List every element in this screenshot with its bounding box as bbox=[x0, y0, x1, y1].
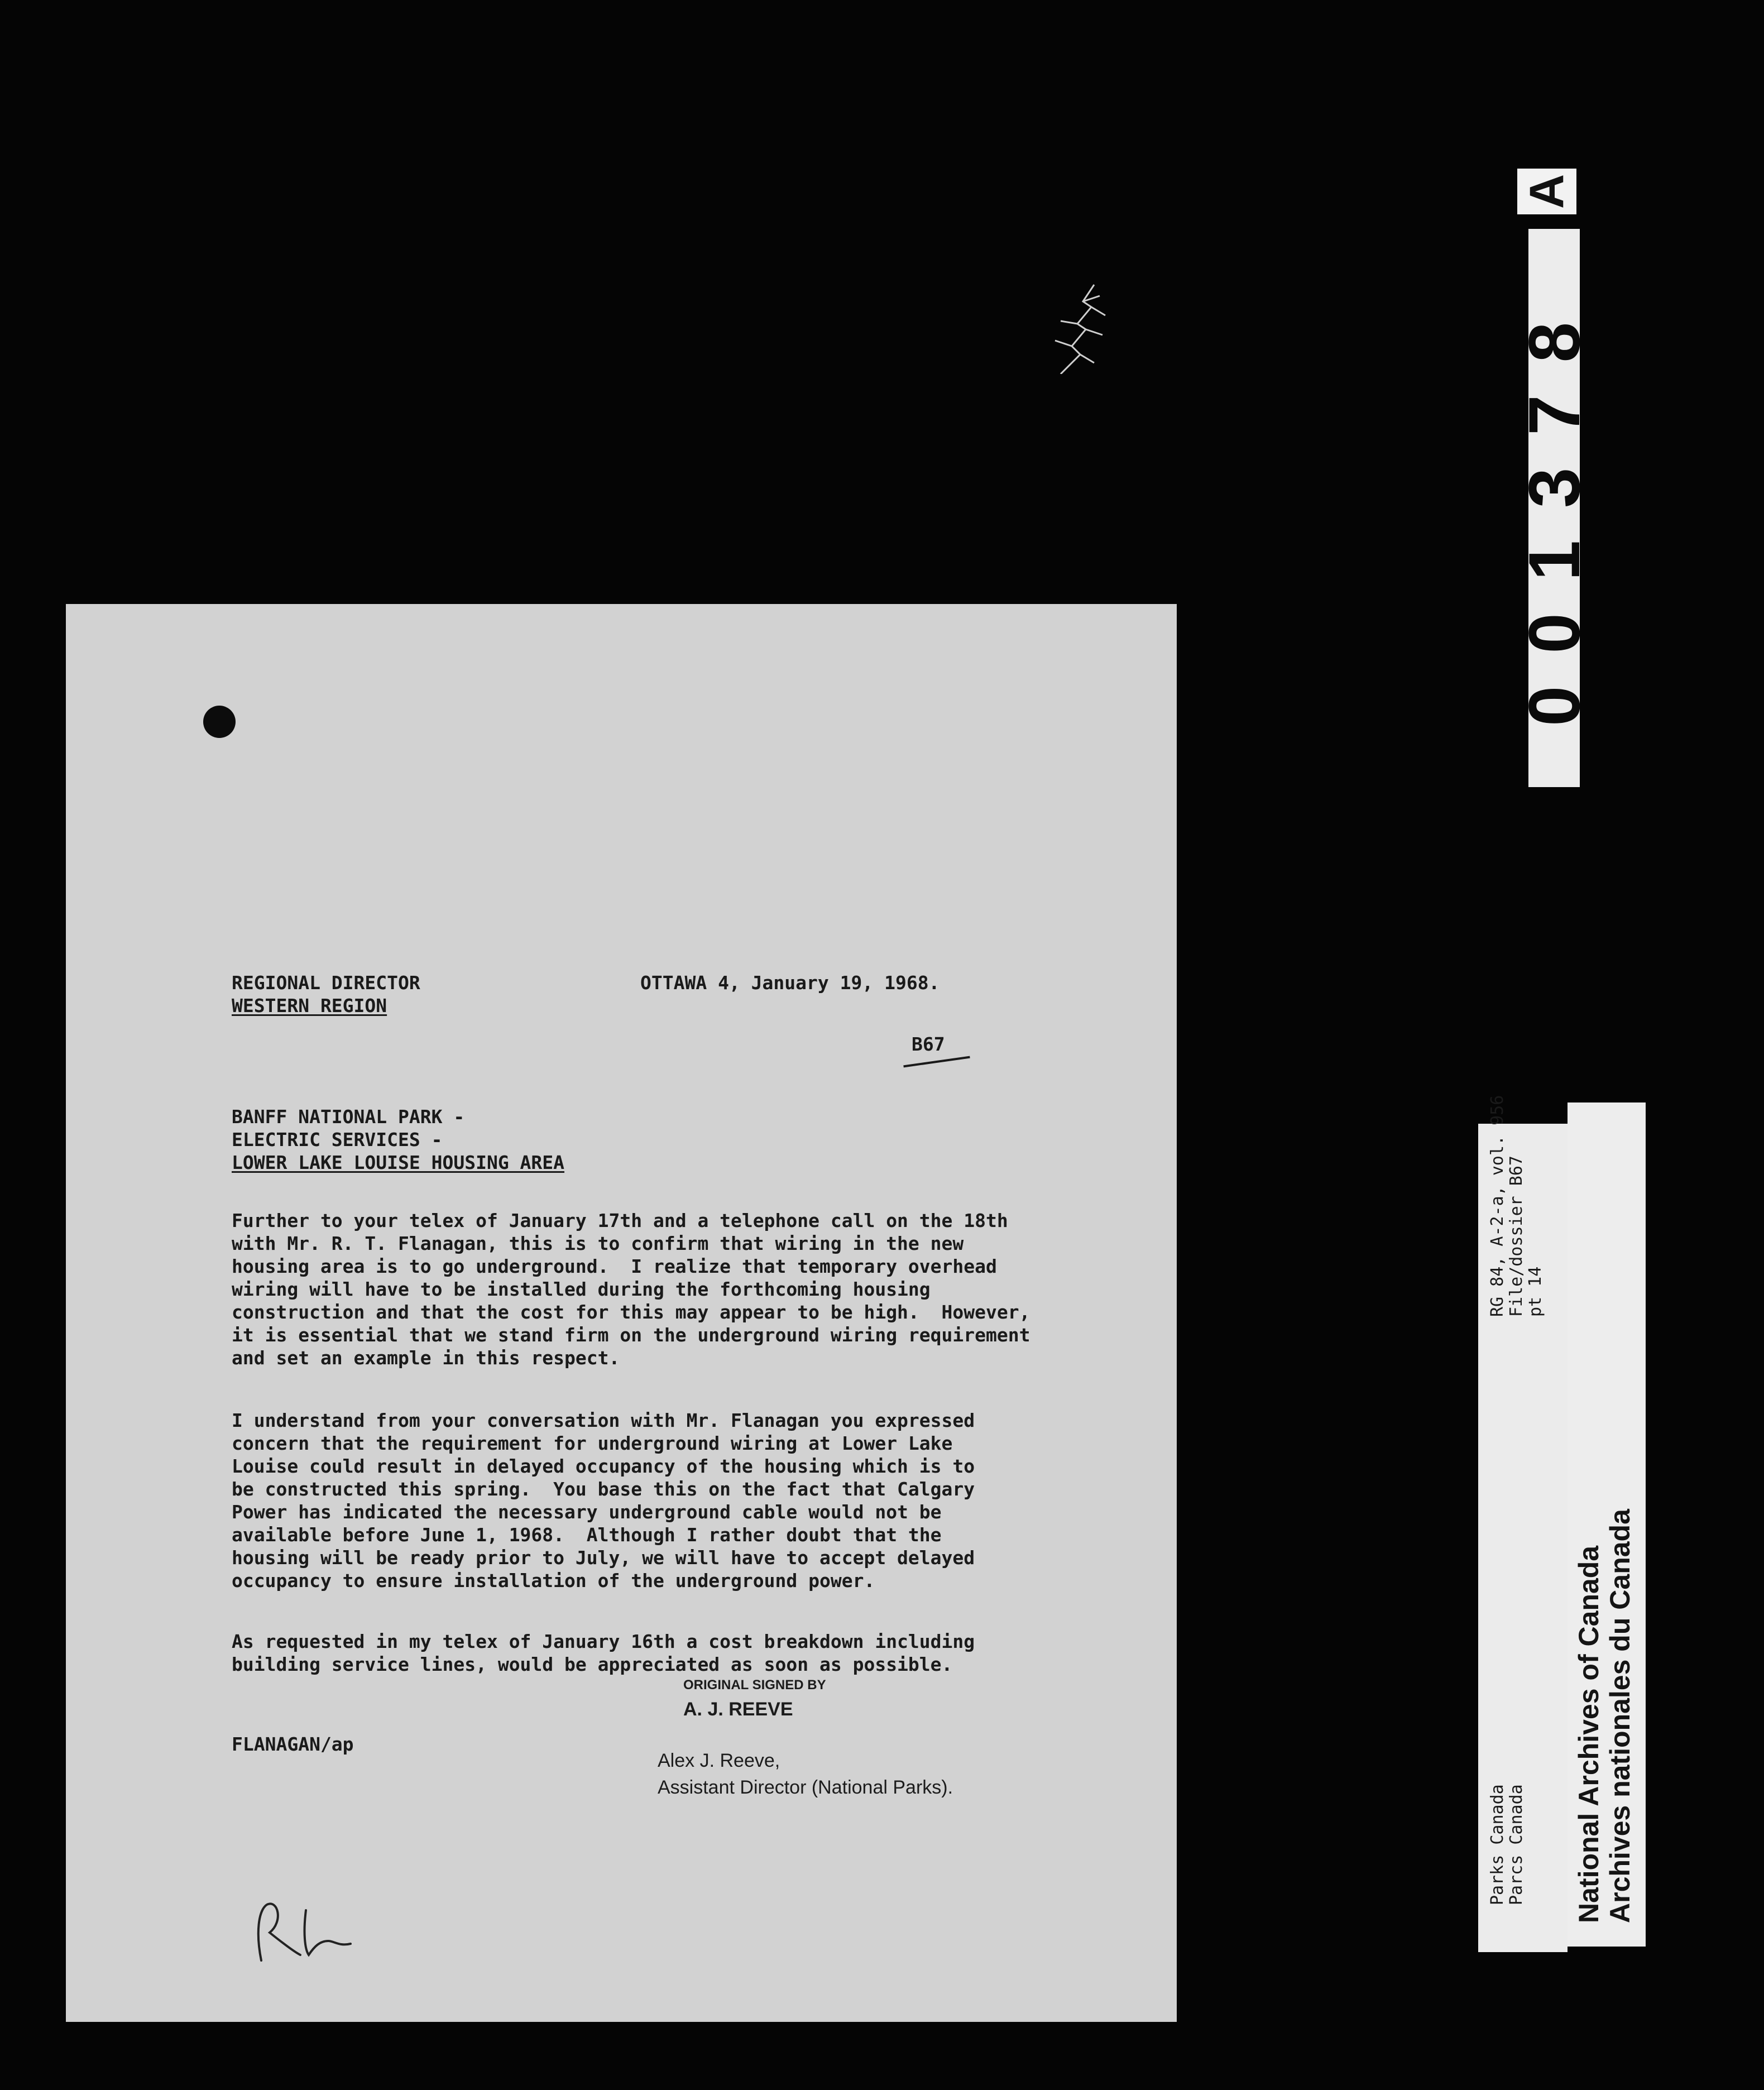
frame-letter: A bbox=[1519, 174, 1574, 209]
date-line: OTTAWA 4, January 19, 1968. bbox=[640, 972, 940, 994]
frame-number-strip bbox=[1513, 229, 1595, 787]
letter-page bbox=[66, 604, 1177, 2022]
body-paragraph: As requested in my telex of January 16th a cost breakdown including building service lines, would be appreciated as soon as possible. bbox=[232, 1631, 975, 1675]
agency-name: Parcs Canada bbox=[1507, 1784, 1526, 1905]
subject-line: LOWER LAKE LOUISE HOUSING AREA bbox=[232, 1152, 565, 1173]
archives-name-fr: Archives nationales du Canada bbox=[1604, 1509, 1636, 1923]
signer-name: Alex J. Reeve, bbox=[658, 1750, 780, 1771]
addressee-line: WESTERN REGION bbox=[232, 995, 387, 1017]
signer-title: Assistant Director (National Parks). bbox=[658, 1777, 953, 1798]
punch-hole bbox=[203, 706, 236, 738]
agency-name: Parks Canada bbox=[1488, 1784, 1507, 1905]
frame-number: 001378 bbox=[1513, 290, 1595, 726]
subject-line: BANFF NATIONAL PARK - bbox=[232, 1106, 465, 1128]
reference-line: File/dossier B67 bbox=[1507, 1156, 1526, 1317]
signature-stamp-name: A. J. REEVE bbox=[683, 1699, 793, 1720]
frame-letter-tag bbox=[1517, 169, 1576, 214]
initials-line: FLANAGAN/ap bbox=[232, 1733, 354, 1755]
dust-speck-icon bbox=[1027, 262, 1139, 374]
subject-line: ELECTRIC SERVICES - bbox=[232, 1129, 443, 1151]
file-reference-underline bbox=[903, 1056, 970, 1068]
reference-line: RG 84, A-2-a, vol. 956 bbox=[1488, 1095, 1507, 1317]
body-paragraph: Further to your telex of January 17th and a telephone call on the 18th with Mr. R. T. Flanagan, this is to confirm that wiring in the new housing area is to go underground. I realize that temporary overhead wiring will have to be installed during the forthcoming housing construction and that the cost for this may appear to be high. However, it is essential that we stand firm on the underground wiring requirement and set an example in this respect. bbox=[232, 1210, 1030, 1369]
addressee-line: REGIONAL DIRECTOR bbox=[232, 972, 420, 994]
archives-name-en: National Archives of Canada bbox=[1573, 1545, 1604, 1923]
body-paragraph: I understand from your conversation with Mr. Flanagan you expressed concern that the requirement for underground wiring at Lower Lake Louise could result in delayed occupancy of the housing which is to be constructed this spring. You base this on the fact that Calgary Power has indicated the necessary underground cable would not be available before June 1, 1968. Although I rather doubt that the housing will be ready prior to July, we will have to accept delayed occupancy to ensure installation of the underground power. bbox=[232, 1410, 975, 1592]
archives-label bbox=[1568, 1102, 1646, 1947]
reference-label bbox=[1478, 1095, 1568, 1952]
file-reference: B67 bbox=[912, 1033, 945, 1055]
signature-stamp-caption: ORIGINAL SIGNED BY bbox=[683, 1677, 826, 1693]
reference-line: pt 14 bbox=[1526, 1266, 1545, 1317]
handwritten-initials-icon bbox=[245, 1888, 378, 1972]
